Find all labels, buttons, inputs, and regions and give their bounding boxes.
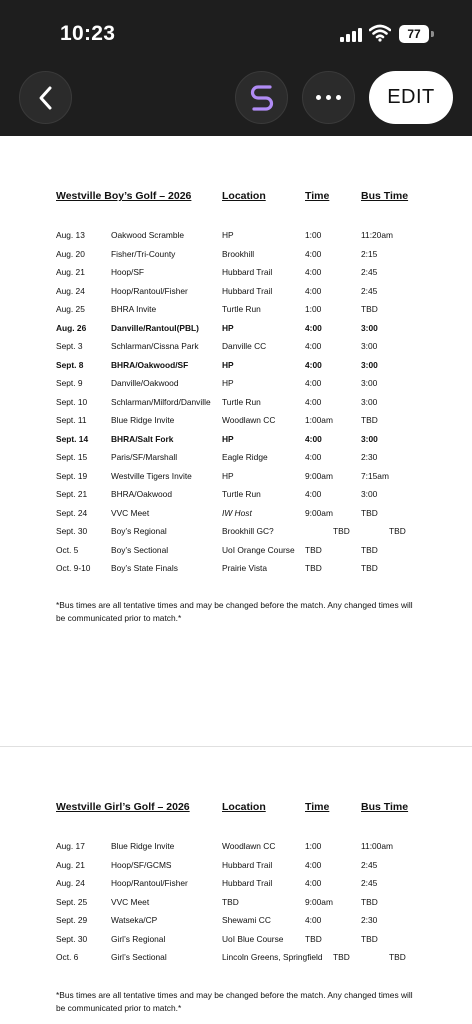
row-date: Aug. 26	[56, 322, 87, 333]
row-date: Sept. 11	[56, 415, 87, 425]
row-location: Turtle Run	[222, 489, 261, 499]
row-bus: 2:45	[361, 859, 378, 870]
row-bus: 2:45	[361, 285, 378, 296]
row-date: Aug. 25	[56, 304, 85, 314]
row-date: Oct. 5	[56, 544, 79, 555]
column-header: Time	[305, 190, 330, 202]
row-time: TBD	[305, 544, 322, 555]
row-bus: TBD	[361, 933, 378, 944]
row-time: 1:00	[305, 841, 322, 851]
row-time: 1:00am	[305, 415, 333, 425]
row-location: Woodlawn CC	[222, 415, 276, 425]
row-location: HP	[222, 322, 234, 333]
more-options-button[interactable]	[302, 71, 355, 124]
row-date: Sept. 15	[56, 452, 88, 462]
row-location: Brookhill	[222, 248, 255, 259]
row-event: VVC Meet	[111, 507, 150, 518]
row-location: Prairie Vista	[222, 563, 267, 573]
row-date: Aug. 24	[56, 878, 85, 888]
row-event: Fisher/Tri-County	[111, 248, 176, 259]
row-time: 4:00	[305, 341, 322, 351]
column-header: Location	[222, 801, 266, 813]
row-time: TBD	[305, 933, 322, 944]
top-bar	[0, 0, 472, 136]
row-time: 9:00am	[305, 507, 333, 518]
row-date: Sept. 29	[56, 915, 88, 925]
row-location: Hubbard Trail	[222, 285, 273, 296]
row-time: 1:00	[305, 304, 322, 314]
status-time: 10:23	[60, 22, 116, 45]
page-divider	[0, 746, 472, 747]
row-time: TBD	[333, 526, 350, 536]
row-event: Watseka/CP	[111, 915, 158, 925]
row-time: 4:00	[305, 285, 322, 296]
row-bus: TBD	[361, 507, 378, 518]
row-location: Turtle Run	[222, 304, 261, 314]
row-event: Paris/SF/Marshall	[111, 452, 178, 462]
row-event: Girl’s Regional	[111, 933, 166, 944]
row-event: Schlarman/Cissna Park	[111, 341, 199, 351]
row-date: Sept. 24	[56, 507, 88, 518]
row-bus: 11:00am	[361, 841, 393, 851]
row-date: Sept. 10	[56, 396, 88, 407]
row-date: Aug. 17	[56, 841, 85, 851]
app-logo-icon	[248, 83, 276, 113]
row-date: Oct. 9-10	[56, 563, 91, 573]
row-time: 4:00	[305, 359, 322, 370]
row-location: HP	[222, 230, 234, 240]
row-bus: 2:15	[361, 248, 378, 259]
row-bus: TBD	[361, 563, 378, 573]
row-location: IW Host	[222, 507, 252, 518]
battery-icon: 77	[399, 25, 429, 43]
battery-tip	[431, 31, 434, 37]
row-location: Hubbard Trail	[222, 859, 273, 870]
column-header: Bus Time	[361, 190, 409, 202]
row-location: Hubbard Trail	[222, 878, 273, 888]
row-date: Sept. 19	[56, 470, 88, 481]
row-location: Shewami CC	[222, 915, 271, 925]
more-dots-icon	[316, 95, 321, 100]
row-time: 4:00	[305, 452, 322, 462]
row-bus: 7:15am	[361, 470, 389, 481]
chevron-left-icon	[37, 85, 55, 111]
row-date: Aug. 13	[56, 230, 85, 240]
row-bus: 2:45	[361, 267, 378, 277]
row-location: Danville CC	[222, 341, 267, 351]
row-time: 4:00	[305, 433, 322, 444]
row-time: 1:00	[305, 230, 322, 240]
row-location: Hubbard Trail	[222, 267, 273, 277]
row-date: Sept. 9	[56, 378, 83, 388]
row-location: Woodlawn CC	[222, 841, 276, 851]
row-location: HP	[222, 359, 234, 370]
row-bus: 2:45	[361, 878, 378, 888]
row-event: Schlarman/Milford/Danville	[111, 396, 211, 407]
row-event: Hoop/Rantoul/Fisher	[111, 878, 188, 888]
row-bus: TBD	[361, 415, 378, 425]
row-bus: TBD	[361, 544, 378, 555]
row-date: Aug. 21	[56, 267, 85, 277]
row-bus: 2:30	[361, 452, 378, 462]
row-location: Eagle Ridge	[222, 452, 268, 462]
row-time: 4:00	[305, 248, 322, 259]
row-location: HP	[222, 470, 234, 481]
row-location: Brookhill GC?	[222, 526, 274, 536]
row-location: HP	[222, 378, 234, 388]
column-header: Location	[222, 190, 266, 202]
row-event: Hoop/Rantoul/Fisher	[111, 285, 188, 296]
row-event: Danville/Rantoul(PBL)	[111, 322, 199, 333]
row-date: Sept. 8	[56, 359, 84, 370]
bus-times-note: *Bus times are all tentative times and may be changed before the match. Any changed times will be communicated prior to match.*	[56, 600, 413, 623]
row-event: Boy’s State Finals	[111, 563, 178, 573]
row-event: VVC Meet	[111, 896, 150, 907]
wifi-icon	[369, 24, 391, 42]
row-event: Boy’s Sectional	[111, 544, 169, 555]
row-bus: TBD	[389, 952, 406, 962]
row-date: Aug. 20	[56, 248, 85, 259]
app-logo-button[interactable]	[235, 71, 288, 124]
row-bus: 3:00	[361, 341, 378, 351]
row-date: Aug. 21	[56, 859, 85, 870]
row-event: Girl’s Sectional	[111, 952, 167, 962]
row-event: BHRA/Oakwood/SF	[111, 359, 189, 370]
row-time: TBD	[333, 952, 350, 962]
row-date: Oct. 6	[56, 952, 79, 962]
bus-times-note: *Bus times are all tentative times and may be changed before the match. Any changed times will be communicated prior to match.*	[56, 990, 413, 1013]
row-event: Westville Tigers Invite	[111, 470, 192, 481]
edit-button[interactable]: EDIT	[369, 71, 453, 124]
row-date: Sept. 21	[56, 489, 88, 499]
row-time: 4:00	[305, 878, 322, 888]
row-location: HP	[222, 433, 234, 444]
row-bus: TBD	[361, 304, 378, 314]
back-button[interactable]	[19, 71, 72, 124]
row-time: 4:00	[305, 859, 322, 870]
row-location: Turtle Run	[222, 396, 261, 407]
row-date: Sept. 3	[56, 341, 83, 351]
schedule-title: Westville Girl’s Golf – 2026	[56, 801, 190, 813]
row-bus: TBD	[361, 896, 378, 907]
row-time: 4:00	[305, 396, 322, 407]
row-event: Boy’s Regional	[111, 526, 167, 536]
row-time: 4:00	[305, 489, 322, 499]
row-bus: 3:00	[361, 433, 378, 444]
row-date: Sept. 30	[56, 933, 88, 944]
column-header: Bus Time	[361, 801, 409, 813]
row-time: 4:00	[305, 322, 322, 333]
row-bus: TBD	[389, 526, 406, 536]
row-bus: 3:00	[361, 396, 378, 407]
row-date: Sept. 30	[56, 526, 88, 536]
row-time: 4:00	[305, 915, 322, 925]
row-location: TBD	[222, 896, 239, 907]
row-event: BHRA Invite	[111, 304, 157, 314]
row-bus: 2:30	[361, 915, 378, 925]
row-time: 9:00am	[305, 470, 333, 481]
row-location: UoI Blue Course	[222, 933, 284, 944]
row-location: UoI Orange Course	[222, 544, 295, 555]
row-time: 9:00am	[305, 896, 333, 907]
row-event: BHRA/Salt Fork	[111, 433, 174, 444]
row-bus: 3:00	[361, 322, 378, 333]
row-time: TBD	[305, 563, 322, 573]
row-event: Hoop/SF/GCMS	[111, 859, 172, 870]
row-date: Sept. 25	[56, 896, 88, 907]
row-date: Aug. 24	[56, 285, 85, 296]
row-event: Hoop/SF	[111, 267, 145, 277]
schedule-title: Westville Boy’s Golf – 2026	[56, 190, 192, 202]
row-bus: 3:00	[361, 489, 378, 499]
row-event: Danville/Oakwood	[111, 378, 179, 388]
row-event: Blue Ridge Invite	[111, 415, 175, 425]
row-event: Blue Ridge Invite	[111, 841, 175, 851]
row-event: BHRA/Oakwood	[111, 489, 172, 499]
column-header: Time	[305, 801, 330, 813]
cellular-signal-icon	[340, 28, 362, 42]
row-bus: 3:00	[361, 359, 378, 370]
row-event: Oakwood Scramble	[111, 230, 185, 240]
row-bus: 11:20am	[361, 230, 393, 240]
row-time: 4:00	[305, 378, 322, 388]
row-location: Lincoln Greens, Springfield	[222, 952, 323, 962]
row-bus: 3:00	[361, 378, 378, 388]
row-date: Sept. 14	[56, 433, 89, 444]
row-time: 4:00	[305, 267, 322, 277]
